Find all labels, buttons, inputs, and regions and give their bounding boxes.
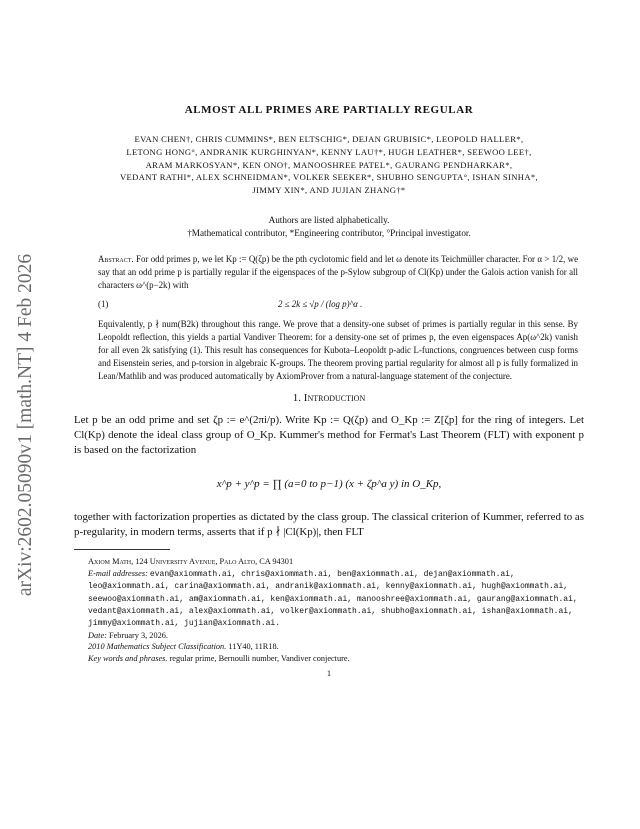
author-line: VEDANT RATHI*, ALEX SCHNEIDMAN*, VOLKER SEEKER*, SHUBHO SENGUPTA°, ISHAN SINHA*, — [119, 172, 539, 183]
abstract — [98, 253, 578, 382]
author-line: LETONG HONG°, ANDRANIK KURGHINYAN*, KENNY LAU†*, HUGH LEATHER*, SEEWOO LEE†, — [126, 146, 532, 157]
address: Axiom Math, 124 University Avenue, Palo Alto, CA 94301 — [88, 557, 294, 567]
date-value: February 3, 2026. — [108, 630, 168, 640]
email-label: E-mail addresses: — [88, 568, 148, 578]
abstract-text: Equivalently, p ∤ num(B2k) throughout this range. We prove that a density-one subset of primes is partially regular in this sense. By Leopoldt reflection, this yields a partial Vandiver Theorem: for a density-one set of primes p, the even eigenspaces Ap(ω^2k) vanish for all even 2k satisfying (1). This result has consequences for Kubota–Leopoldt p-adic L-functions, congruences between cusp forms and Eisenstein series, and p-torsion in algebraic K-groups. The theorem proving partial regularity for almost all p is fully formalized in Lean/Mathlib and was produced automatically by AxiomProver from a natural-language statement of the conjecture. — [98, 318, 578, 381]
msc-value: 11Y40, 11R18. — [228, 642, 279, 652]
author-line: JIMMY XIN*, AND JUJIAN ZHANG†* — [252, 185, 406, 196]
paper-page — [74, 104, 584, 678]
factorization-display: x^p + y^p = ∏ (a=0 to p−1) (x + ζp^a y) in O_Kp, — [216, 478, 442, 491]
arxiv-identifier-stamp — [6, 215, 46, 635]
intro-paragraph: Let p be an odd prime and set ζp := e^(2πi/p). Write Kp := Q(ζp) and O_Kp := Z[ζp] for the ring of integers. Let Cl(Kp) denote the ideal class group of O_Kp. Kummer's method for Fermat's Last Theorem (FLT) with exponent p is based on the factorization — [74, 414, 584, 457]
author-line: EVAN CHEN†, CHRIS CUMMINS*, BEN ELTSCHIG*, DEJAN GRUBISIC*, LEOPOLD HALLER*, — [134, 134, 524, 144]
equation-number: (1) — [98, 299, 109, 310]
arxiv-identifier: arXiv:2602.05090v1 [math.NT] 4 Feb 2026 — [15, 253, 36, 597]
equation-1 — [98, 292, 578, 318]
affiliation-line: †Mathematical contributor, *Engineering contributor, °Principal investigator. — [187, 227, 471, 238]
email-list: evan@axiommath.ai, chris@axiommath.ai, ben@axiommath.ai, dejan@axiommath.ai, leo@axiommath.ai, carina@axiommath.ai, andranik@axiommath.ai, kenny@axiommath.ai, hugh@axiommath.ai, seewoo@axiommath.ai, am@axiommath.ai, ken@axiommath.ai, manooshree@axiommath.ai, gaurang@axiommath.ai, vedant@axiommath.ai, alex@axiommath.ai, volker@axiommath.ai, shubho@axiommath.ai, ishan@axiommath.ai, jimmy@axiommath.ai, jujian@axiommath.ai. — [88, 569, 578, 629]
keywords-value: regular prime, Bernoulli number, Vandiver conjecture. — [169, 653, 350, 663]
abstract-text: For odd primes p, we let Kp := Q(ζp) be the pth cyclotomic field and let ω denote its Teichmüller character. For α > 1/2, we say that an odd prime p is partially regular if the eigenspaces of the p-Sylow subgroup of Cl(Kp) under the Galois action vanish for all characters ω^(p−2k) with — [98, 254, 579, 290]
affiliation-notes — [74, 214, 584, 239]
affiliation-line: Authors are listed alphabetically. — [268, 214, 390, 225]
keywords-label: Key words and phrases. — [88, 653, 168, 663]
abstract-label: Abstract. — [98, 254, 134, 265]
paper-title: ALMOST ALL PRIMES ARE PARTIALLY REGULAR — [184, 104, 474, 116]
footnote-rule — [74, 549, 170, 550]
date-label: Date: — [88, 630, 107, 640]
equation-body: 2 ≤ 2k ≤ √p / (log p)^α . — [278, 299, 363, 310]
footnotes — [88, 556, 584, 664]
msc-label: 2010 Mathematics Subject Classification. — [88, 642, 227, 652]
author-line: ARAM MARKOSYAN*, KEN ONO†, MANOOSHREE PATEL*, GAURANG PENDHARKAR*, — [145, 159, 513, 170]
author-list — [74, 133, 584, 197]
page-number: 1 — [326, 668, 332, 679]
intro-paragraph: together with factorization properties as dictated by the class group. The classical criterion of Kummer, referred to as p-regularity, in modern terms, asserts that if p ∤ |Cl(Kp)|, then FLT — [74, 511, 584, 539]
section-heading: 1. Introduction — [292, 392, 366, 405]
